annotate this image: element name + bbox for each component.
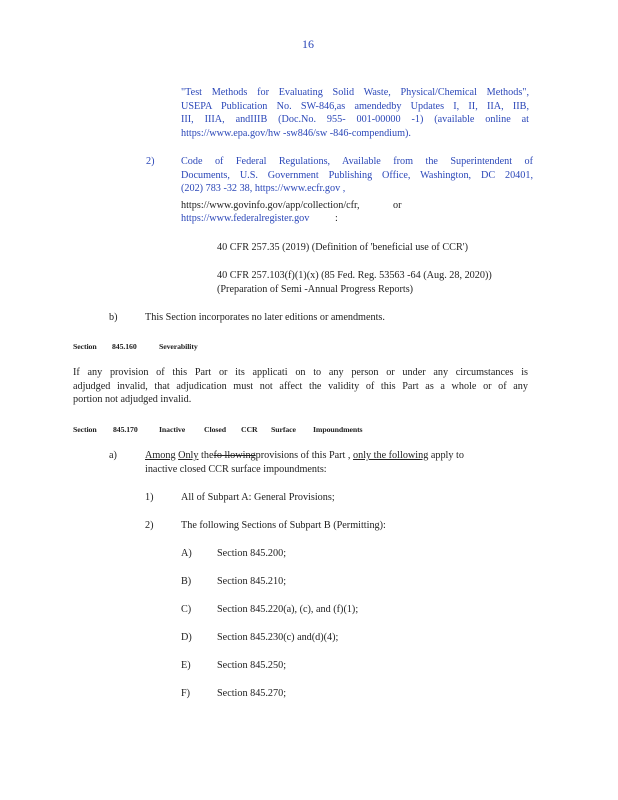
section-160-heading	[73, 340, 273, 352]
section-170-heading	[73, 423, 393, 435]
body-line: adjudged invalid, that adjudication must not affect the validity of this Part as a whole or of any	[73, 380, 528, 392]
subitem-marker: C)	[181, 604, 192, 615]
section-label: Section	[73, 425, 97, 434]
subitem-marker: A)	[181, 548, 192, 559]
section-title-word: CCR	[241, 425, 258, 434]
subitem-marker: F)	[181, 688, 191, 699]
item-a-line1	[145, 449, 464, 463]
section-label: Section	[73, 342, 97, 351]
item-marker: 2)	[145, 520, 154, 531]
item-marker: 2)	[146, 156, 155, 167]
section-title: Severability	[159, 342, 198, 351]
list-item: The following Sections of Subpart B (Permitting):	[181, 520, 386, 531]
item-a-marker: a)	[109, 450, 117, 461]
subitem-marker: E)	[181, 660, 191, 671]
section-title-word: Surface	[271, 425, 296, 434]
item-b-text: This Section incorporates no later editions or amendments.	[145, 312, 385, 323]
plain-text: the	[201, 450, 214, 461]
item-b-marker: b)	[109, 312, 118, 323]
page-number: 16	[302, 37, 314, 51]
or-word: or	[393, 200, 402, 211]
plain-text: apply to	[430, 450, 464, 461]
list-item: All of Subpart A: General Provisions;	[181, 492, 335, 503]
citation-line: Documents, U.S. Government Publishing Office, Washington, DC 20401,	[181, 169, 533, 181]
citation-line: "Test Methods for Evaluating Solid Waste, Physical/Chemical Methods",	[181, 87, 529, 98]
item-marker: 1)	[145, 492, 154, 503]
inserted-text: only the following	[353, 450, 429, 461]
inserted-text: Among	[145, 450, 176, 461]
section-title-word: Impoundments	[313, 425, 363, 434]
body-line: If any provision of this Part or its applicati on to any person or under any circumstances is	[73, 367, 528, 378]
severability-body	[73, 366, 528, 407]
subitem-marker: D)	[181, 632, 192, 643]
subitem: Section 845.200;	[217, 548, 287, 559]
section-title-word: Closed	[204, 425, 226, 434]
section-number: 845.160	[112, 342, 137, 351]
subitem-marker: B)	[181, 576, 192, 587]
item-a-line2: inactive closed CCR surface impoundments:	[145, 464, 327, 475]
citation-line: Code of Federal Regulations, Available from the Superintendent of	[181, 156, 533, 167]
subitem: Section 845.210;	[217, 576, 287, 587]
citation-link-line[interactable]: https://www.epa.gov/hw -sw846/sw -846-compendium).	[181, 127, 411, 139]
citation-cfr	[181, 155, 533, 196]
govinfo-link[interactable]: https://www.govinfo.gov/app/collection/cfr,	[181, 200, 360, 211]
subitem: Section 845.270;	[217, 688, 287, 699]
colon: :	[335, 213, 338, 224]
subitem: Section 845.250;	[217, 660, 287, 671]
subitem: Section 845.230(c) and(d)(4);	[217, 632, 339, 643]
plain-text: provisions of this Part ,	[255, 450, 351, 461]
citation-line: USEPA Publication No. SW-846,as amendedby Updates I, II, IIA, IIB,	[181, 100, 529, 112]
cfr-preparation-ref-line1: 40 CFR 257.103(f)(1)(x) (85 Fed. Reg. 53563 -64 (Aug. 28, 2020))	[217, 270, 492, 281]
section-number: 845.170	[113, 425, 138, 434]
subitem: Section 845.220(a), (c), and (f)(1);	[217, 604, 359, 615]
cfr-preparation-ref-line2: (Preparation of Semi -Annual Progress Reports)	[217, 284, 414, 295]
cfr-definition-ref: 40 CFR 257.35 (2019) (Definition of 'beneficial use of CCR')	[217, 242, 468, 253]
body-line: portion not adjudged invalid.	[73, 394, 192, 405]
deleted-text: fo llowing	[213, 450, 256, 461]
section-title-word: Inactive	[159, 425, 186, 434]
federalregister-link[interactable]: https://www.federalregister.gov	[181, 213, 310, 224]
deleted-text: Only	[178, 450, 199, 461]
citation-test-methods	[181, 86, 529, 140]
citation-line: III, IIIA, andIIIB (Doc.No. 955- 001-00000 -1) (available online at	[181, 114, 529, 125]
citation-link-line[interactable]: (202) 783 -32 38, https://www.ecfr.gov ,	[181, 183, 346, 194]
